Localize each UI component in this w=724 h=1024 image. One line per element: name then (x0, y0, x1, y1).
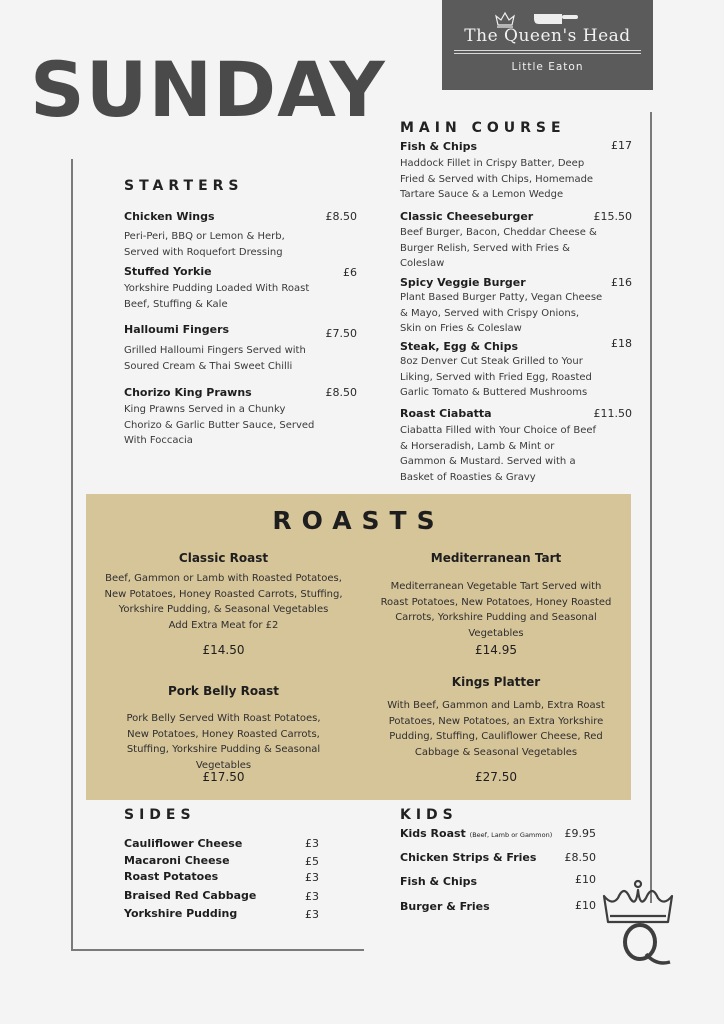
menu-item-price: £18 (611, 337, 632, 350)
roasts-heading: ROASTS (272, 506, 445, 535)
main-course-heading: MAIN COURSE (400, 120, 566, 136)
kids-item-name: Fish & Chips (400, 875, 478, 888)
kids-item-price: £8.50 (564, 851, 596, 864)
menu-item-name: Chorizo King Prawns (124, 386, 252, 399)
menu-item-desc: 8oz Denver Cut Steak Grilled to Your Liking, Served with Fried Egg, Roasted Garlic Tomato & Buttered Mushrooms (400, 356, 592, 398)
menu-item-price: £16 (611, 276, 632, 289)
frame-right-line (650, 112, 652, 903)
roast-name: Pork Belly Roast (167, 684, 280, 698)
menu-item-desc: Yorkshire Pudding Loaded With Roast Beef, Stuffing & Kale (124, 283, 310, 310)
side-price: £5 (305, 855, 319, 868)
menu-item-desc: Beef Burger, Bacon, Cheddar Cheese & Burger Relish, Served with Fries & Coleslaw (400, 227, 597, 269)
crown-icon (442, 6, 653, 28)
starters-heading: STARTERS (124, 178, 244, 194)
side-price: £3 (305, 890, 319, 903)
menu-item-price: £8.50 (325, 210, 357, 223)
menu-item-name: Steak, Egg & Chips (400, 340, 518, 353)
menu-item-price: £11.50 (593, 407, 632, 420)
roast-name: Classic Roast (178, 551, 269, 565)
menu-item-desc: Grilled Halloumi Fingers Served with Soured Cream & Thai Sweet Chilli (124, 345, 306, 372)
menu-item-desc: Plant Based Burger Patty, Vegan Cheese & Mayo, Served with Crispy Onions, Skin on Fries & Coleslaw (400, 292, 603, 334)
kids-item-price: £9.95 (564, 827, 596, 840)
knife-icon (534, 14, 578, 24)
side-name: Yorkshire Pudding (124, 907, 238, 920)
roast-desc: Pork Belly Served With Roast Potatoes, New Potatoes, Honey Roasted Carrots, Stuffing, Yorkshire Pudding & Seasonal Vegetables (126, 713, 321, 771)
menu-item-price: £15.50 (593, 210, 632, 223)
menu-item-desc: Peri-Peri, BBQ or Lemon & Herb, Served with Roquefort Dressing (124, 231, 285, 258)
side-name: Roast Potatoes (124, 870, 219, 883)
frame-left-line (71, 159, 73, 951)
logo (442, 0, 653, 90)
menu-item-price: £6 (343, 266, 357, 279)
roast-desc: Beef, Gammon or Lamb with Roasted Potatoes, New Potatoes, Honey Roasted Carrots, Stuffing, Yorkshire Pudding, & Seasonal Vegetables Add Extra Meat for £2 (104, 573, 343, 631)
crown-q-monogram-icon (600, 878, 676, 970)
side-price: £3 (305, 871, 319, 884)
menu-item-price: £7.50 (325, 327, 357, 340)
side-name: Braised Red Cabbage (124, 889, 257, 902)
kids-heading: KIDS (400, 807, 458, 823)
kids-item-name: Kids Roast (Beef, Lamb or Gammon) (400, 827, 553, 840)
menu-item-price: £8.50 (325, 386, 357, 399)
kids-item-note: (Beef, Lamb or Gammon) (469, 831, 553, 839)
side-price: £3 (305, 908, 319, 921)
menu-item-name: Spicy Veggie Burger (400, 276, 526, 289)
logo-divider (454, 53, 641, 54)
menu-item-price: £17 (611, 139, 632, 152)
side-name: Cauliflower Cheese (124, 837, 243, 850)
kids-item-price: £10 (575, 899, 596, 912)
kids-item-price: £10 (575, 873, 596, 886)
roast-desc: Mediterranean Vegetable Tart Served with Roast Potatoes, New Potatoes, Honey Roasted Carrots, Yorkshire Pudding and Seasonal Vegetables (380, 581, 612, 639)
roasts-panel (86, 494, 631, 800)
menu-item-name: Halloumi Fingers (124, 323, 230, 336)
menu-item-name: Roast Ciabatta (400, 407, 492, 420)
menu-item-name: Chicken Wings (124, 210, 215, 223)
logo-name: The Queen's Head (464, 26, 631, 46)
logo-place: Little Eaton (511, 61, 584, 73)
menu-item-desc: Haddock Fillet in Crispy Batter, Deep Fried & Served with Chips, Homemade Tartare Sauce & a Lemon Wedge (400, 158, 594, 200)
menu-item-name: Classic Cheeseburger (400, 210, 534, 223)
sides-heading: SIDES (124, 807, 196, 823)
roast-desc: With Beef, Gammon and Lamb, Extra Roast Potatoes, New Potatoes, an Extra Yorkshire Pudding, Stuffing, Cauliflower Cheese, Red Cabbage & Seasonal Vegetables (387, 700, 605, 758)
roast-price: £14.95 (475, 643, 517, 657)
menu-item-name: Fish & Chips (400, 140, 478, 153)
menu-item-desc: King Prawns Served in a Chunky Chorizo & Garlic Butter Sauce, Served With Foccacia (124, 404, 315, 446)
menu-item-name: Stuffed Yorkie (124, 265, 212, 278)
roast-price: £27.50 (475, 770, 517, 784)
page-title: SUNDAY (30, 45, 386, 134)
frame-bottom-line (71, 949, 364, 951)
logo-divider (454, 50, 641, 51)
roast-price: £17.50 (202, 770, 245, 784)
kids-item-name: Burger & Fries (400, 900, 490, 913)
roast-name: Kings Platter (451, 675, 541, 689)
menu-item-desc: Ciabatta Filled with Your Choice of Beef & Horseradish, Lamb & Mint or Gammon & Mustard. Served with a Basket of Roasties & Gravy (400, 425, 597, 483)
kids-item-name: Chicken Strips & Fries (400, 851, 537, 864)
side-name: Macaroni Cheese (124, 854, 230, 867)
roast-price: £14.50 (202, 643, 245, 657)
side-price: £3 (305, 837, 319, 850)
roast-name: Mediterranean Tart (430, 551, 562, 565)
